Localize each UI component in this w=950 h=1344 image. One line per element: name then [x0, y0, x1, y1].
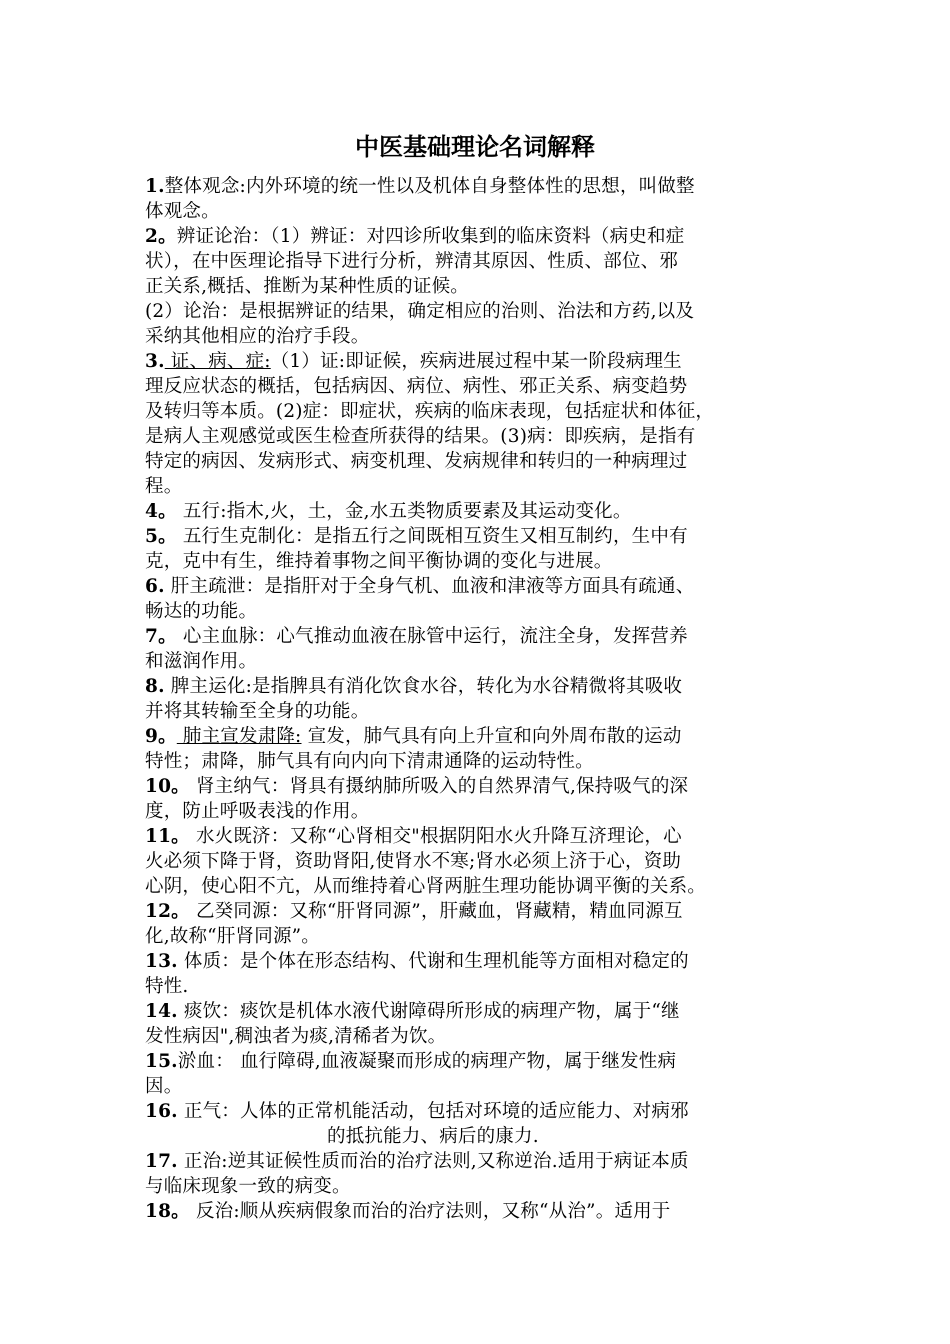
entry-line — [145, 749, 813, 774]
entry-line — [145, 374, 813, 399]
entry-text: 心主血脉：心气推动血液在脉管中运行，流注全身，发挥营养 — [176, 626, 688, 647]
entry-text: 与临床现象一致的病变。 — [145, 1176, 351, 1197]
entry-line — [145, 699, 813, 724]
entry-line — [145, 799, 813, 824]
entry-term: 肺主宣发肃降: — [176, 726, 302, 747]
entry-line — [145, 499, 813, 524]
entry-term: 证、病、症: — [164, 351, 271, 372]
definition-entry — [145, 724, 813, 774]
entry-number: 4。 — [145, 501, 177, 522]
entry-line — [145, 324, 813, 349]
entry-line — [145, 249, 813, 274]
definition-entry — [145, 1099, 813, 1149]
definition-entry — [145, 224, 813, 349]
entry-number: 7。 — [145, 626, 177, 647]
entry-text: 状），在中医理论指导下进行分析，辨清其原因、性质、部位、邪 — [145, 251, 679, 272]
entry-number: 10。 — [145, 776, 190, 797]
entry-text: 特性. — [145, 976, 189, 997]
entry-line — [145, 224, 813, 249]
entry-number: 12。 — [145, 901, 190, 922]
document-body — [145, 174, 813, 1224]
entry-line — [145, 974, 813, 999]
entry-text: 肝主疏泄：是指肝对于全身气机、血液和津液等方面具有疏通、 — [164, 576, 695, 597]
definition-entry — [145, 674, 813, 724]
definition-entry — [145, 1199, 813, 1224]
definition-entry — [145, 499, 813, 524]
entry-text: 宣发，肺气具有向上升宣和向外周布散的运动 — [301, 726, 682, 747]
entry-line — [145, 274, 813, 299]
entry-text: 正气：人体的正常机能活动，包括对环境的适应能力、对病邪 — [177, 1101, 689, 1122]
entry-number: 13. — [145, 951, 178, 972]
entry-line — [145, 1049, 813, 1074]
entry-text: 体质：是个体在形态结构、代谢和生理机能等方面相对稳定的 — [177, 951, 689, 972]
entry-number: 14. — [145, 1001, 178, 1022]
entry-text: 和滋润作用。 — [145, 651, 258, 672]
entry-text: 化,故称“肝肾同源”。 — [145, 926, 320, 947]
entry-number: 2。 — [145, 226, 177, 247]
entry-line — [145, 449, 813, 474]
entry-text: 是病人主观感觉或医生检查所获得的结果。(3)病：即疾病，是指有 — [145, 426, 696, 447]
entry-text: 程。 — [145, 476, 183, 497]
entry-number: 8. — [145, 676, 165, 697]
entry-text: （1）证:即证候，疾病进展过程中某一阶段病理生 — [270, 351, 682, 372]
entry-line — [145, 1124, 813, 1149]
entry-line — [145, 949, 813, 974]
entry-line — [145, 399, 813, 424]
entry-text: 五行生克制化：是指五行之间既相互资生又相互制约，生中有 — [176, 526, 688, 547]
entry-text: 的抵抗能力、病后的康力. — [327, 1126, 539, 1147]
entry-number: 1. — [145, 176, 165, 197]
entry-line — [145, 999, 813, 1024]
entry-number: 9。 — [145, 726, 177, 747]
definition-entry — [145, 824, 813, 899]
definition-entry — [145, 999, 813, 1049]
entry-number: 6. — [145, 576, 165, 597]
entry-line — [145, 599, 813, 624]
entry-text: 肾主纳气：肾具有摄纳肺所吸入的自然界清气,保持吸气的深 — [189, 776, 689, 797]
definition-entry — [145, 524, 813, 574]
entry-line — [145, 1099, 813, 1124]
entry-line — [145, 874, 813, 899]
entry-line — [145, 824, 813, 849]
definition-entry — [145, 1149, 813, 1199]
entry-line — [145, 774, 813, 799]
entry-line — [145, 424, 813, 449]
entry-text: 乙癸同源：又称“肝肾同源”，肝藏血，肾藏精，精血同源互 — [189, 901, 683, 922]
entry-text: 特定的病因、发病形式、病变机理、发病规律和转归的一种病理过 — [145, 451, 688, 472]
entry-line — [145, 1174, 813, 1199]
definition-entry — [145, 624, 813, 674]
entry-text: 水火既济：又称“心肾相交"根据阴阳水火升降互济理论，心 — [189, 826, 682, 847]
entry-text: 及转归等本质。(2)症：即症状，疾病的临床表现，包括症状和体征， — [145, 401, 715, 422]
definition-entry — [145, 899, 813, 949]
entry-line — [145, 349, 813, 374]
entry-text: 采纳其他相应的治疗手段。 — [145, 326, 370, 347]
entry-text: 淤血： 血行障碍,血液凝聚而形成的病理产物，属于继发性病 — [177, 1051, 677, 1072]
entry-text: 痰饮：痰饮是机体水液代谢障碍所形成的病理产物，属于“继 — [177, 1001, 680, 1022]
entry-text: 心阴，使心阳不亢，从而维持着心肾两脏生理功能协调平衡的关系。 — [145, 876, 707, 897]
entry-number: 5。 — [145, 526, 177, 547]
entry-text: 正治:逆其证候性质而治的治疗法则,又称逆治.适用于病证本质 — [177, 1151, 689, 1172]
entry-line — [145, 299, 813, 324]
entry-text: 辨证论治：（1）辨证：对四诊所收集到的临床资料（病史和症 — [176, 226, 685, 247]
entry-text: 克，克中有生，维持着事物之间平衡协调的变化与进展。 — [145, 551, 613, 572]
definition-entry — [145, 949, 813, 999]
entry-text: 正关系,概括、推断为某种性质的证候。 — [145, 276, 469, 297]
entry-line — [145, 574, 813, 599]
entry-line — [145, 624, 813, 649]
entry-text: 体观念。 — [145, 201, 220, 222]
entry-text: 特性；肃降，肺气具有向内向下清肃通降的运动特性。 — [145, 751, 594, 772]
entry-text: 度，防止呼吸表浅的作用。 — [145, 801, 370, 822]
entry-line — [145, 1074, 813, 1099]
entry-text: 理反应状态的概括，包括病因、病位、病性、邪正关系、病变趋势 — [145, 376, 688, 397]
entry-line — [145, 1199, 813, 1224]
entry-text: 反治:顺从疾病假象而治的治疗法则，又称“从治”。适用于 — [189, 1201, 671, 1222]
entry-line — [145, 474, 813, 499]
page-title: 中医基础理论名词解释 — [355, 133, 595, 161]
entry-text: 因。 — [145, 1076, 183, 1097]
entry-text: 畅达的功能。 — [145, 601, 258, 622]
entry-line — [145, 524, 813, 549]
entry-line — [145, 674, 813, 699]
definition-entry — [145, 349, 813, 499]
entry-number: 16. — [145, 1101, 178, 1122]
entry-line — [145, 924, 813, 949]
entry-line — [145, 199, 813, 224]
entry-text: 火必须下降于肾，资助肾阳,使肾水不寒;肾水必须上济于心，资助 — [145, 851, 682, 872]
entry-text: 脾主运化:是指脾具有消化饮食水谷，转化为水谷精微将其吸收 — [164, 676, 683, 697]
definition-entry — [145, 774, 813, 824]
entry-text: 并将其转输至全身的功能。 — [145, 701, 370, 722]
entry-text: 发性病因",稠浊者为痰,清稀者为饮。 — [145, 1026, 447, 1047]
entry-number: 18。 — [145, 1201, 190, 1222]
entry-number: 11。 — [145, 826, 190, 847]
entry-line — [145, 849, 813, 874]
entry-line — [145, 649, 813, 674]
definition-entry — [145, 574, 813, 624]
entry-text: 五行:指木,火，土，金,水五类物质要素及其运动变化。 — [176, 501, 632, 522]
entry-line — [145, 549, 813, 574]
entry-number: 15. — [145, 1051, 178, 1072]
entry-line — [145, 174, 813, 199]
entry-text: 整体观念:内外环境的统一性以及机体自身整体性的思想，叫做整 — [164, 176, 695, 197]
entry-line — [145, 899, 813, 924]
definition-entry — [145, 174, 813, 224]
entry-line — [145, 724, 813, 749]
definition-entry — [145, 1049, 813, 1099]
entry-text: (2）论治：是根据辨证的结果，确定相应的治则、治法和方药,以及 — [145, 301, 695, 322]
entry-line — [145, 1024, 813, 1049]
entry-line — [145, 1149, 813, 1174]
entry-number: 17. — [145, 1151, 178, 1172]
entry-number: 3. — [145, 351, 165, 372]
